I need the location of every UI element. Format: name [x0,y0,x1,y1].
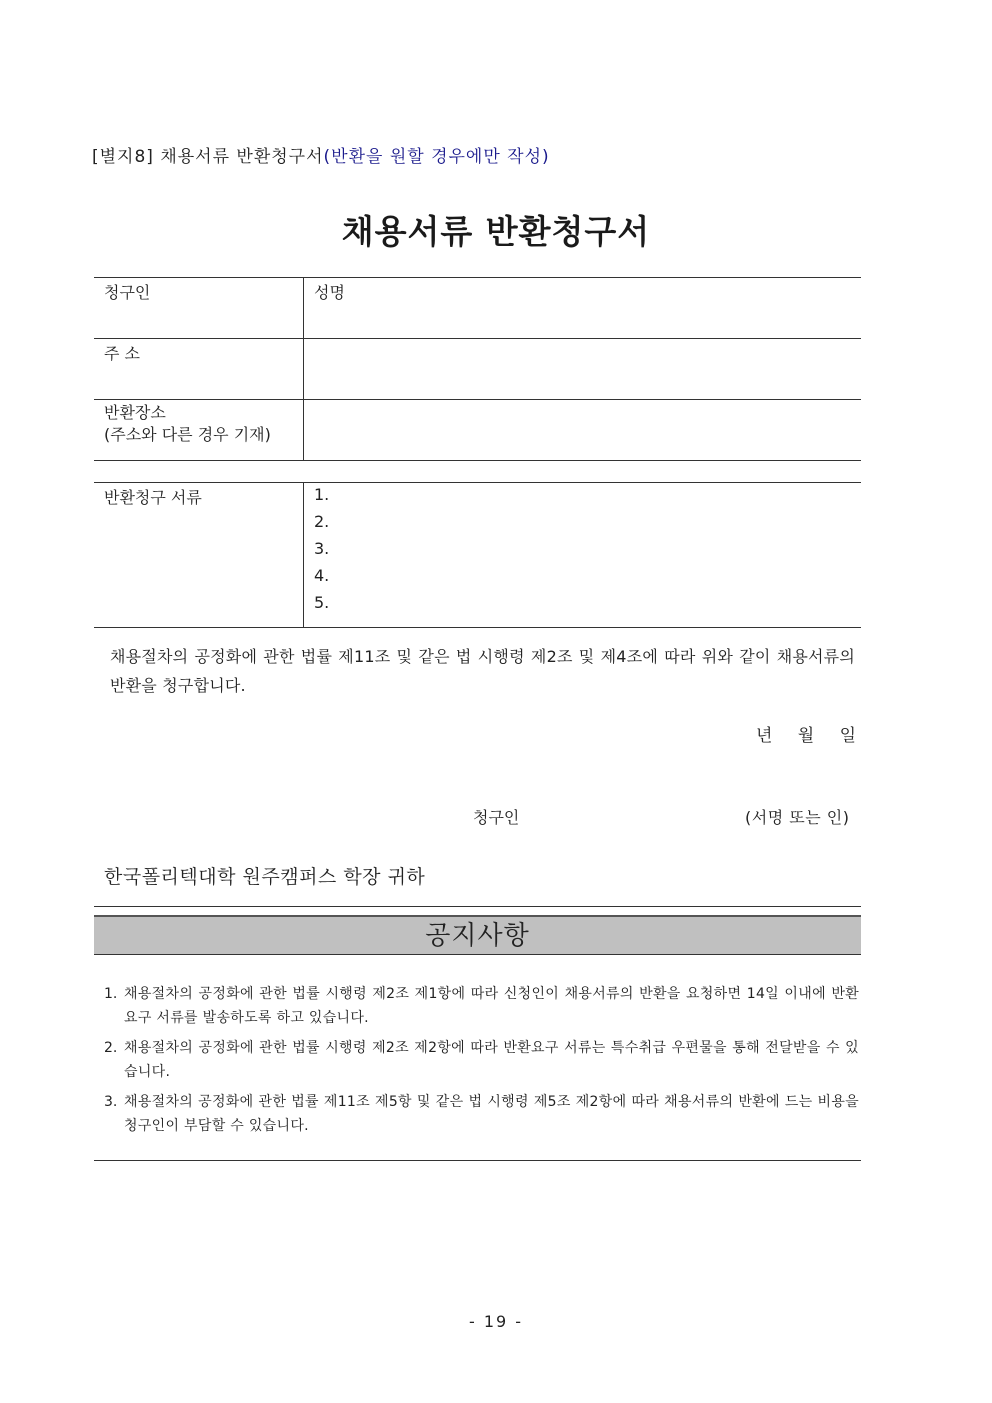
notice-list [104,982,859,1144]
requester-info-table [94,277,861,461]
notice-item [104,1036,859,1084]
notice-item-text: 채용절차의 공정화에 관한 법률 시행령 제2조 제2항에 따라 반환요구 서류는 특수취급 우편물을 통해 전달받을 수 있습니다. [124,1040,859,1080]
notice-item-text: 채용절차의 공정화에 관한 법률 시행령 제2조 제1항에 따라 신청인이 채용서류의 반환을 요청하면 14일 이내에 반환요구 서류를 발송하도록 하고 있습니다. [124,986,859,1026]
document-item: 3. [314,539,330,558]
notice-bottom-divider [94,1160,861,1161]
requester-row [94,278,861,339]
date-month: 월 [797,726,815,746]
form-number-title: [별지8] 채용서류 반환청구서 [92,147,324,167]
return-place-hint: (주소와 다른 경우 기재) [104,425,271,444]
address-label: 주 소 [94,339,304,400]
document-item: 2. [314,512,330,531]
notice-item [104,1090,859,1138]
document-item: 1. [314,485,330,504]
return-place-label-cell [94,400,304,461]
notice-item-text: 채용절차의 공정화에 관한 법률 제11조 제5항 및 같은 법 시행령 제5조 제2항에 따라 채용서류의 반환에 드는 비용을 청구인이 부담할 수 있습니다. [124,1094,859,1134]
address-row [94,339,861,400]
address-field[interactable] [304,339,862,400]
name-field[interactable] [304,278,862,339]
notice-item-number: 3. [104,1094,118,1110]
page-number: - 19 - [468,1312,524,1331]
return-place-label: 반환장소 [104,403,166,422]
return-place-field[interactable] [304,400,862,461]
requester-label: 청구인 [94,278,304,339]
notice-item [104,982,859,1030]
date-line [756,721,856,746]
form-usage-note: (반환을 원할 경우에만 작성) [323,147,550,167]
documents-row [94,483,861,628]
notice-divider [94,906,861,907]
document-item: 5. [314,593,330,612]
signature-note[interactable]: (서명 또는 인) [745,808,850,827]
date-day: 일 [839,726,856,746]
signature-requester-label: 청구인 [473,808,520,827]
request-statement: 채용절차의 공정화에 관한 법률 제11조 및 같은 법 시행령 제2조 및 제4조에 따라 위와 같이 채용서류의 반환을 청구합니다. [110,647,855,695]
documents-label: 반환청구 서류 [94,483,304,628]
notice-item-number: 1. [104,986,118,1002]
document-item: 4. [314,566,330,585]
notice-title: 공지사항 [94,915,861,955]
recipient-line: 한국폴리텍대학 원주캠퍼스 학장 귀하 [104,866,426,888]
document-title: 채용서류 반환청구서 [341,212,651,251]
documents-field[interactable] [304,483,862,628]
name-label: 성명 [314,283,345,302]
notice-item-number: 2. [104,1040,118,1056]
form-header [92,142,550,167]
documents-table [94,482,861,628]
date-year: 년 [756,726,773,746]
return-place-row [94,400,861,461]
